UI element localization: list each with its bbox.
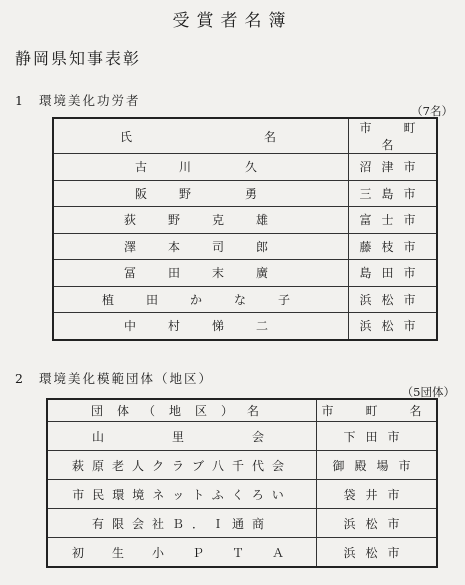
- awardee-name: 中 村 悌 二: [53, 313, 349, 340]
- awardee-city: 浜松市: [349, 286, 438, 313]
- table-row: [53, 233, 437, 260]
- group-city: 袋井市: [317, 480, 438, 509]
- awardee-name: 阪 野 勇: [53, 180, 349, 207]
- awardee-city: 藤枝市: [349, 233, 438, 260]
- group-name: 萩原老人クラブ八千代会: [47, 451, 317, 480]
- section-2-count: （5団体）: [401, 385, 455, 399]
- awardee-name: 冨 田 末 廣: [53, 260, 349, 287]
- table-row: [53, 180, 437, 207]
- section-2-heading: [15, 369, 213, 387]
- table-row: [53, 313, 437, 340]
- group-name: 山 里 会: [47, 422, 317, 451]
- group-table: [46, 398, 438, 568]
- section-2-title: 環境美化模範団体（地区）: [39, 371, 214, 386]
- table-row: [47, 451, 437, 480]
- city-column-header: 市 町 名: [349, 118, 438, 154]
- section-2-number: 2: [15, 371, 25, 386]
- table-row: [47, 480, 437, 509]
- awardee-name: 植 田 か な 子: [53, 286, 349, 313]
- awardee-city: 沼津市: [349, 154, 438, 181]
- table-row: [53, 207, 437, 234]
- section-1-heading: [15, 91, 141, 109]
- section-1-count: （7名）: [411, 104, 453, 118]
- group-city: 御殿場市: [317, 451, 438, 480]
- awardee-city: 浜松市: [359, 319, 426, 334]
- group-column-header: 団体（地区）名: [47, 399, 317, 422]
- awardee-city: 三島市: [349, 180, 438, 207]
- group-name: 初 生 小 Ｐ Ｔ Ａ: [47, 538, 317, 568]
- table-header-row: [47, 399, 437, 422]
- awardee-city: 富士市: [349, 207, 438, 234]
- group-name: 有限会社Ｂ．Ｉ通商: [47, 509, 317, 538]
- table-row: [53, 154, 437, 181]
- awardee-name: 澤 本 司 郎: [53, 233, 349, 260]
- city-column-header: 市 町 名: [317, 399, 438, 422]
- group-city: 浜松市: [343, 545, 410, 560]
- table-row: [47, 422, 437, 451]
- group-name: 市民環境ネットふくろい: [47, 480, 317, 509]
- table-header-row: [53, 118, 437, 154]
- group-city: 浜松市: [317, 509, 438, 538]
- document-title: 受賞者名簿: [172, 11, 293, 31]
- awardee-name: 古 川 久: [53, 154, 349, 181]
- group-city: 下田市: [317, 422, 438, 451]
- table-row: [53, 260, 437, 287]
- table-row: [53, 286, 437, 313]
- awardee-city: 島田市: [349, 260, 438, 287]
- award-name: 静岡県知事表彰: [15, 49, 142, 68]
- table-row: [47, 538, 437, 568]
- awardee-name: 荻 野 克 雄: [53, 207, 349, 234]
- section-1-title: 環境美化功労者: [39, 93, 141, 108]
- section-1-number: 1: [15, 93, 25, 108]
- table-row: [47, 509, 437, 538]
- name-column-header: 氏 名: [53, 118, 349, 154]
- awardee-table: [52, 117, 448, 341]
